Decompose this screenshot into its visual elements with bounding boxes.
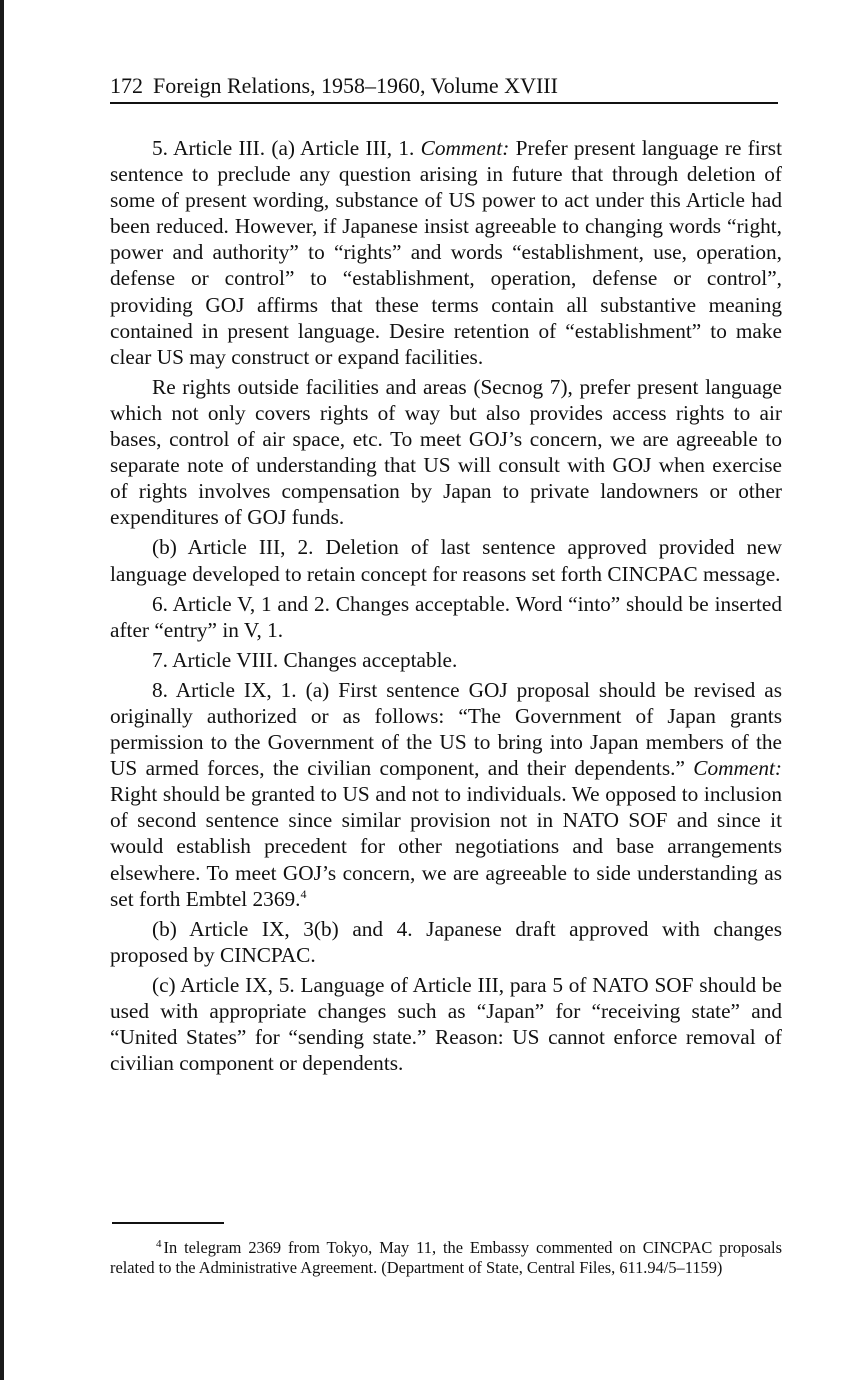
comment-label: Comment: <box>693 756 782 781</box>
running-title: Foreign Relations, 1958–1960, Volume XVIII <box>153 73 558 98</box>
paragraph-text: Right should be granted to US and not to individuals. We opposed to inclusion of second sentence since similar provision not in NATO SOF and since it would establish precedent for other negotiations and base arrangements elsewhere. To meet GOJ’s concern, we are agreeable to side understanding as set forth Embtel 2369. <box>110 782 782 911</box>
paragraph-article-ix-a <box>110 677 782 912</box>
paragraph-article-iii-b <box>110 534 782 586</box>
comment-label: Comment: <box>420 136 510 160</box>
paragraph-text: 7. Article VIII. Changes acceptable. <box>152 647 458 672</box>
paragraph-text: 6. Article V, 1 and 2. Changes acceptable. Word “into” should be inserted after “entry” in V, 1. <box>110 591 782 642</box>
footnote <box>110 1238 782 1278</box>
paragraph-article-v <box>110 591 782 643</box>
paragraph-text: Re rights outside facilities and areas (Secnog 7), prefer present language which not only covers rights of way but also provides access rights to air bases, control of air space, etc. To meet GOJ’s concern, we are agreeable to separate note of understanding that US will consult with GOJ when exercise of rights involves compensation by Japan to private landowners or other expenditures of GOJ funds. <box>110 374 782 530</box>
footnote-reference[interactable]: 4 <box>300 886 307 901</box>
scan-edge <box>0 0 4 1380</box>
paragraph-text: (b) Article III, 2. Deletion of last sentence approved provided new language developed to retain concept for reasons set forth CINCPAC message. <box>110 535 782 586</box>
paragraph-lead: 8. Article IX, 1. (a) First sentence GOJ proposal should be revised as originally authorized or as follows: “The Government of Japan grants permission to the Government of the US to bring into Japan members of the US armed forces, the civilian component, and their dependents.” <box>110 677 782 781</box>
page-number: 172 <box>110 73 143 98</box>
paragraph-article-ix-c <box>110 972 782 1076</box>
footnote-divider <box>112 1222 224 1224</box>
paragraph-text: Prefer present language re first sentence to preclude any question arising in future that through deletion of some of present wording, substance of US power to act under this Article had been reduced. However, if Japanese insist agreeable to changing words “right, power and authority” to “rights” and words “establishment, use, operation, defense or control” to “establishment, operation, defense or control”, providing GOJ affirms that these terms contain all substantive meaning contained in present language. Desire retention of “establishment” to make clear US may construct or expand facilities. <box>110 136 782 369</box>
paragraph-article-viii <box>110 647 782 673</box>
footnote-mark: 4 <box>156 1237 162 1250</box>
paragraph-text: (b) Article IX, 3(b) and 4. Japanese draft approved with changes proposed by CINCPAC. <box>110 916 782 967</box>
paragraph-text: (c) Article IX, 5. Language of Article III, para 5 of NATO SOF should be used with appropriate changes such as “Japan” for “receiving state” and “United States” for “sending state.” Reason: US cannot enforce removal of civilian component or dependents. <box>110 972 782 1076</box>
footnote-text: In telegram 2369 from Tokyo, May 11, the Embassy commented on CINCPAC proposals related to the Administrative Agreement. (Department of State, Central Files, 611.94/5–1159) <box>110 1238 782 1277</box>
paragraph-article-iii-a <box>110 135 782 370</box>
running-header <box>110 70 778 104</box>
paragraph-lead: 5. Article III. (a) Article III, 1. <box>152 136 421 160</box>
paragraph-article-ix-b <box>110 916 782 968</box>
paragraph-rights-outside-facilities <box>110 374 782 531</box>
document-body <box>110 135 782 1080</box>
